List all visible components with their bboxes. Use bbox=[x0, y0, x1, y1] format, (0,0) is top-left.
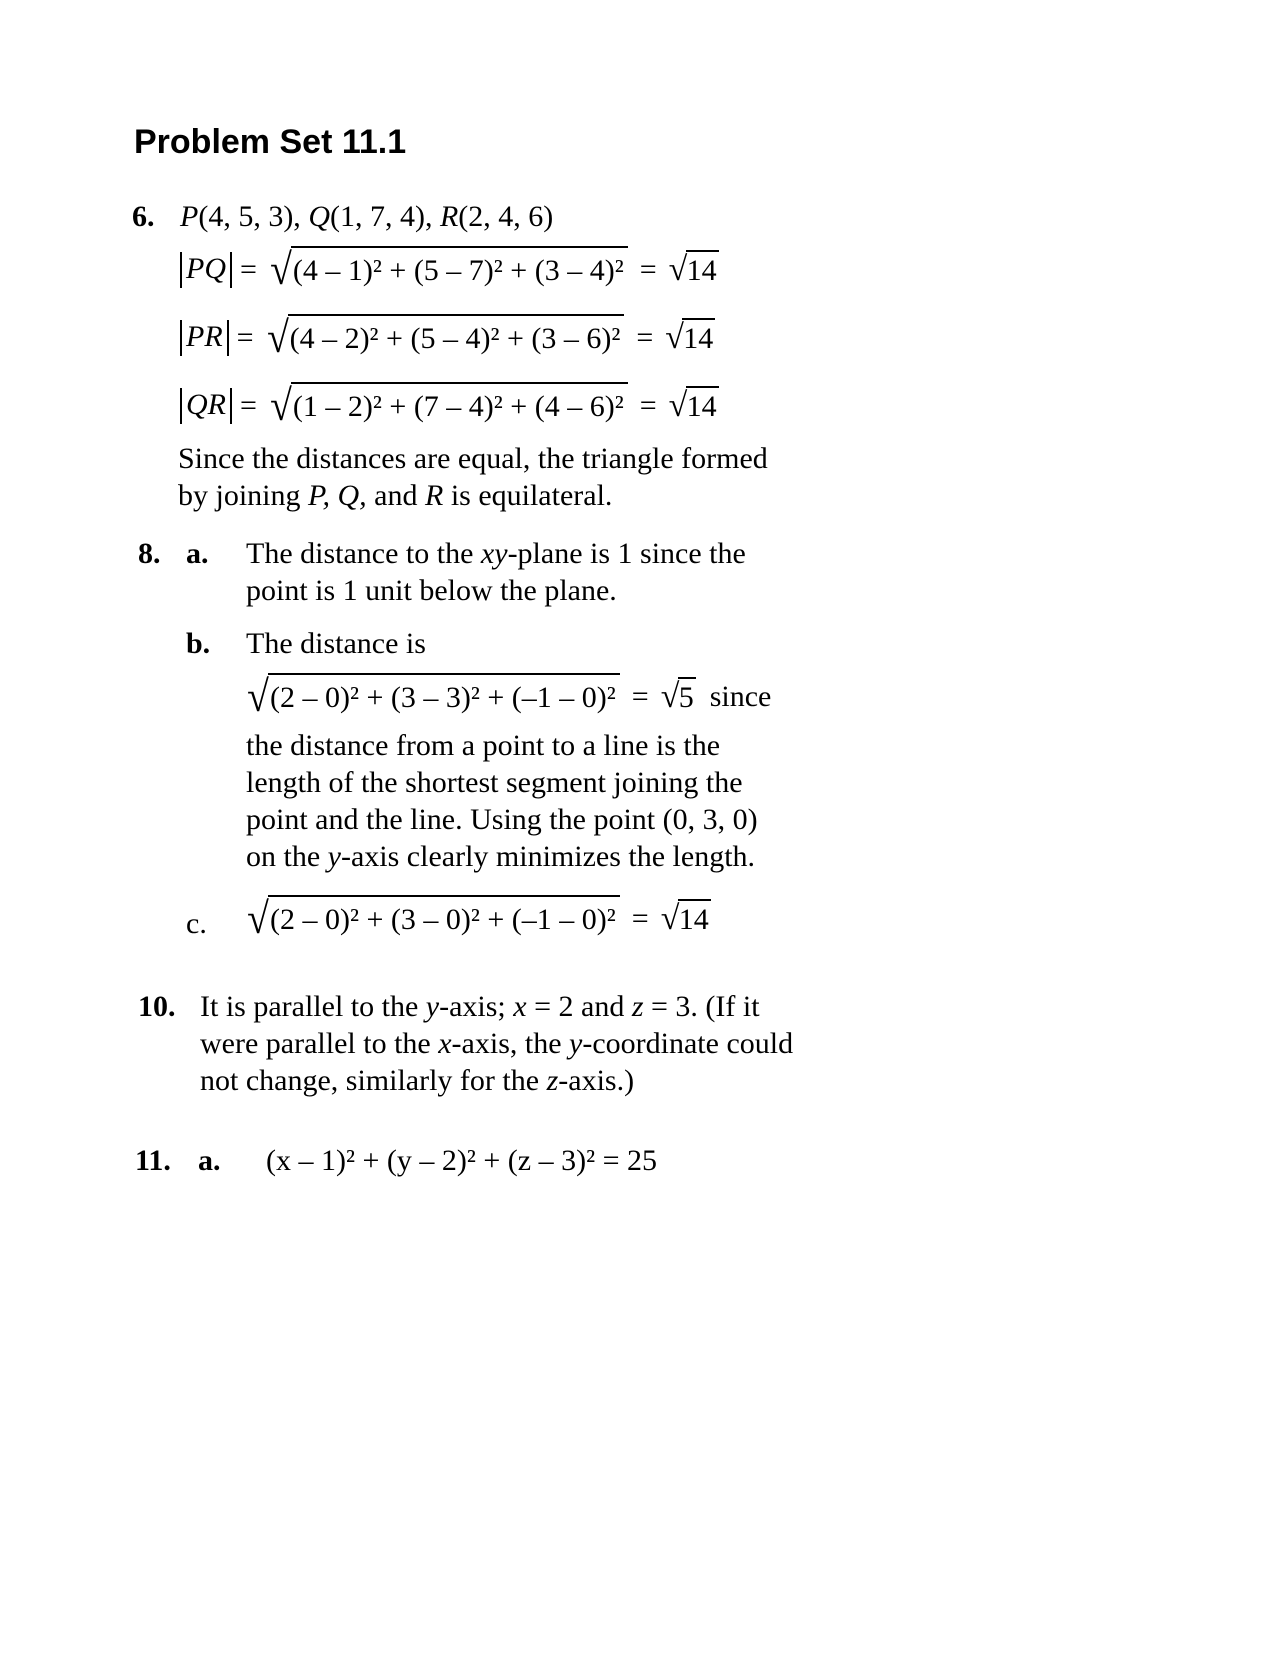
sqrt-icon: √ bbox=[270, 381, 292, 430]
problem-8a-label: a. bbox=[186, 537, 209, 570]
radical-8b-expr: (2 – 0)² + (3 – 3)² + (–1 – 0)² bbox=[268, 673, 620, 721]
point-q-coords: (1, 7, 4), bbox=[329, 200, 433, 233]
sqrt-icon: √ bbox=[247, 672, 269, 721]
result-pq-value: 14 bbox=[686, 250, 719, 290]
problem-10-number: 10. bbox=[138, 990, 176, 1023]
p8a-suffix: -plane is 1 since the bbox=[507, 537, 746, 570]
since-word: since bbox=[709, 680, 772, 713]
p10-l1-a: It is parallel to the bbox=[200, 990, 419, 1023]
point-r-name: R bbox=[439, 200, 459, 233]
radical-pr bbox=[266, 314, 625, 362]
sqrt-icon: √ bbox=[660, 678, 680, 715]
p10-l1-d: = 3. (If it bbox=[651, 990, 760, 1023]
radical-qr-expr: (1 – 2)² + (7 – 4)² + (4 – 6)² bbox=[291, 382, 628, 430]
problem-11a-equation: (x – 1)² + (y – 2)² + (z – 3)² = 25 bbox=[266, 1144, 657, 1177]
point-r-coords: (2, 4, 6) bbox=[458, 200, 554, 233]
result-qr-value: 14 bbox=[686, 386, 719, 426]
result-8c-value: 14 bbox=[678, 899, 711, 939]
radical-8c-expr: (2 – 0)² + (3 – 0)² + (–1 – 0)² bbox=[268, 895, 620, 943]
page-title: Problem Set 11.1 bbox=[134, 123, 407, 161]
conclusion-suffix: is equilateral. bbox=[450, 479, 613, 512]
radical-pr-expr: (4 – 2)² + (5 – 4)² + (3 – 6)² bbox=[288, 314, 625, 362]
distance-pr-label: PR bbox=[180, 320, 229, 356]
p8a-xy: xy bbox=[480, 537, 508, 570]
equation-pr: PR = √ (4 – 2)² + (5 – 4)² + (3 – 6)² = √ 14 bbox=[180, 312, 719, 364]
result-8c bbox=[661, 899, 711, 939]
radical-pq-expr: (4 – 1)² + (5 – 7)² + (3 – 4)² bbox=[291, 246, 628, 294]
point-p-name: P bbox=[180, 200, 199, 233]
p10-l2-x: x bbox=[438, 1027, 452, 1060]
problem-11-number: 11. bbox=[135, 1144, 171, 1177]
p8a-prefix: The distance to the bbox=[246, 537, 474, 570]
point-p-coords: (4, 5, 3), bbox=[198, 200, 301, 233]
p10-l3-z: z bbox=[546, 1064, 559, 1097]
conclusion-prefix: by joining bbox=[178, 479, 301, 512]
equation-8c: √ (2 – 0)² + (3 – 0)² + (–1 – 0)² = √ 14 bbox=[247, 894, 709, 943]
sqrt-icon: √ bbox=[660, 900, 680, 937]
problem-6-points bbox=[180, 198, 553, 236]
p10-l1-b: -axis; bbox=[439, 990, 506, 1023]
radical-qr bbox=[269, 382, 628, 430]
p8b-y: y bbox=[327, 840, 341, 873]
point-q-name: Q bbox=[308, 200, 330, 233]
problem-8a-line1 bbox=[246, 535, 746, 573]
p8b-suffix: -axis clearly minimizes the length. bbox=[340, 840, 756, 873]
result-8b-value: 5 bbox=[678, 677, 696, 717]
sqrt-icon: √ bbox=[247, 894, 269, 943]
problem-10-line1 bbox=[200, 988, 760, 1026]
problem-8b-line6 bbox=[246, 838, 755, 876]
conclusion-r: R bbox=[424, 479, 444, 512]
problem-11a-label: a. bbox=[198, 1144, 221, 1177]
result-qr bbox=[669, 386, 719, 426]
p10-l1-x: x bbox=[513, 990, 527, 1023]
problem-8a-line2: point is 1 unit below the plane. bbox=[246, 574, 617, 607]
problem-8c-label: c. bbox=[186, 907, 207, 940]
p10-l1-z: z bbox=[631, 990, 644, 1023]
problem-8b-line4: length of the shortest segment joining the bbox=[246, 766, 743, 799]
problem-8b-line1: The distance is bbox=[246, 627, 426, 660]
conclusion-and: and bbox=[374, 479, 418, 512]
problem-6-conclusion-line2 bbox=[178, 477, 612, 515]
radical-8b bbox=[246, 673, 620, 721]
problem-8b-line5: point and the line. Using the point (0, 3, 0) bbox=[246, 803, 758, 836]
result-pr bbox=[665, 318, 715, 358]
equation-pq: PQ = √ (4 – 1)² + (5 – 7)² + (3 – 4)² = √ 14 bbox=[180, 244, 723, 296]
p10-l3-a: not change, similarly for the bbox=[200, 1064, 540, 1097]
problem-8b-line3: the distance from a point to a line is the bbox=[246, 729, 721, 762]
problem-6-conclusion-line1: Since the distances are equal, the triangle formed bbox=[178, 442, 768, 475]
radical-pq bbox=[269, 246, 628, 294]
problem-8-number: 8. bbox=[138, 537, 161, 570]
radical-8c bbox=[246, 895, 620, 943]
result-pq bbox=[669, 250, 719, 290]
equation-8b: √ (2 – 0)² + (3 – 3)² + (–1 – 0)² = √ 5 since bbox=[247, 672, 772, 721]
p10-l1-c: = 2 and bbox=[534, 990, 625, 1023]
sqrt-icon: √ bbox=[668, 387, 688, 424]
problem-10-line3 bbox=[200, 1062, 634, 1100]
p10-l2-a: were parallel to the bbox=[200, 1027, 431, 1060]
p10-l2-b: -axis, the bbox=[451, 1027, 562, 1060]
result-8b bbox=[661, 677, 696, 717]
p10-l2-c: -coordinate could bbox=[582, 1027, 794, 1060]
p8b-prefix: on the bbox=[246, 840, 321, 873]
p10-l2-y: y bbox=[569, 1027, 583, 1060]
conclusion-p: P, bbox=[308, 479, 330, 512]
problem-10-line2 bbox=[200, 1025, 793, 1063]
p10-l3-b: -axis.) bbox=[558, 1064, 635, 1097]
p10-l1-y: y bbox=[425, 990, 440, 1023]
sqrt-icon: √ bbox=[665, 319, 684, 356]
equation-qr: QR = √ (1 – 2)² + (7 – 4)² + (4 – 6)² = √ 14 bbox=[180, 380, 723, 432]
sqrt-icon: √ bbox=[270, 245, 292, 294]
problem-8b-label: b. bbox=[186, 627, 211, 660]
sqrt-icon: √ bbox=[266, 313, 289, 362]
distance-qr-label: QR bbox=[180, 388, 232, 424]
distance-pq-label: PQ bbox=[180, 252, 232, 288]
sqrt-icon: √ bbox=[668, 251, 688, 288]
conclusion-q: Q, bbox=[337, 479, 367, 512]
result-pr-value: 14 bbox=[682, 318, 715, 358]
problem-6-number: 6. bbox=[132, 200, 155, 233]
